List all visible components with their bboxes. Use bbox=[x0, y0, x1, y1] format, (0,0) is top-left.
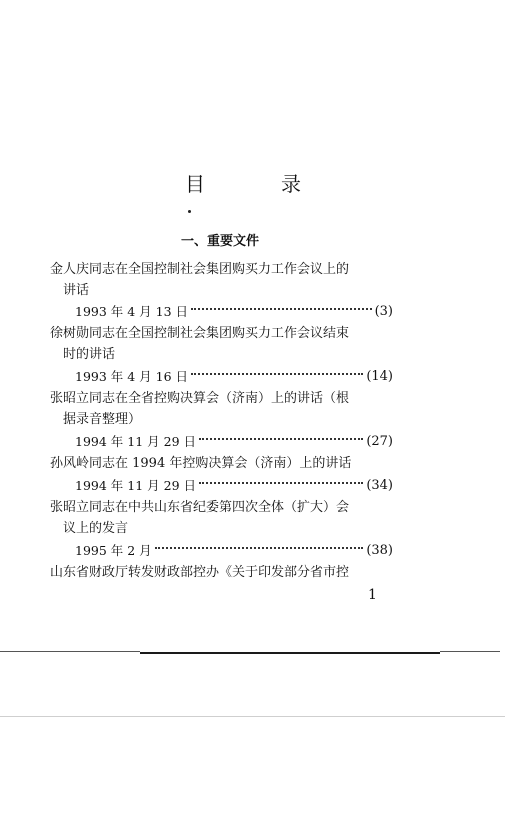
toc-entry-page: (38) bbox=[366, 543, 393, 558]
scan-artifact-line bbox=[140, 652, 440, 654]
toc-entry-date: 1994 年 11 月 29 日 bbox=[75, 478, 196, 493]
toc-entry-date: 1995 年 2 月 bbox=[75, 543, 152, 558]
scan-artifact-line bbox=[440, 651, 500, 652]
toc-entry-date: 1993 年 4 月 13 日 bbox=[75, 304, 189, 319]
dot-leader bbox=[191, 373, 363, 375]
toc-entry-title-cont: 据录音整理） bbox=[63, 412, 142, 427]
decorative-dot bbox=[188, 210, 191, 213]
toc-entry-title-cont: 讲话 bbox=[63, 283, 90, 298]
scan-artifact-line bbox=[0, 651, 140, 652]
toc-entry-page: (27) bbox=[366, 434, 393, 449]
toc-entry-date-row bbox=[75, 369, 393, 385]
page-number: 1 bbox=[368, 587, 377, 603]
dot-leader bbox=[155, 547, 364, 549]
dot-leader bbox=[199, 438, 363, 440]
toc-entry-page: (3) bbox=[374, 304, 393, 319]
page-title: 目 录 bbox=[185, 172, 329, 196]
toc-entry-page: (14) bbox=[366, 369, 393, 384]
toc-entry-title: 徐树勋同志在全国控制社会集团购买力工作会议结束 bbox=[50, 326, 350, 341]
toc-entry-title-cont: 时的讲话 bbox=[63, 347, 116, 362]
toc-entry-title: 金人庆同志在全国控制社会集团购买力工作会议上的 bbox=[50, 262, 350, 277]
toc-entry-date-row bbox=[75, 543, 393, 559]
dot-leader bbox=[191, 308, 372, 310]
toc-entry-date-row bbox=[75, 304, 393, 320]
dot-leader bbox=[199, 482, 363, 484]
toc-entry-date: 1994 年 11 月 29 日 bbox=[75, 434, 196, 449]
toc-entry-title-cont: 议上的发言 bbox=[63, 521, 129, 536]
page-edge bbox=[0, 716, 505, 717]
toc-entry-title: 张昭立同志在全省控购决算会（济南）上的讲话（根 bbox=[50, 391, 350, 406]
toc-entry-date-row bbox=[75, 434, 393, 450]
section-heading: 一、重要文件 bbox=[181, 234, 260, 249]
toc-entry-date-row bbox=[75, 478, 393, 494]
toc-entry-page: (34) bbox=[366, 478, 393, 493]
toc-entry-date: 1993 年 4 月 16 日 bbox=[75, 369, 189, 384]
toc-entry-title: 孙风岭同志在 1994 年控购决算会（济南）上的讲话 bbox=[50, 456, 352, 471]
toc-entry-title: 张昭立同志在中共山东省纪委第四次全体（扩大）会 bbox=[50, 500, 350, 515]
toc-entry-title: 山东省财政厅转发财政部控办《关于印发部分省市控 bbox=[50, 565, 350, 580]
